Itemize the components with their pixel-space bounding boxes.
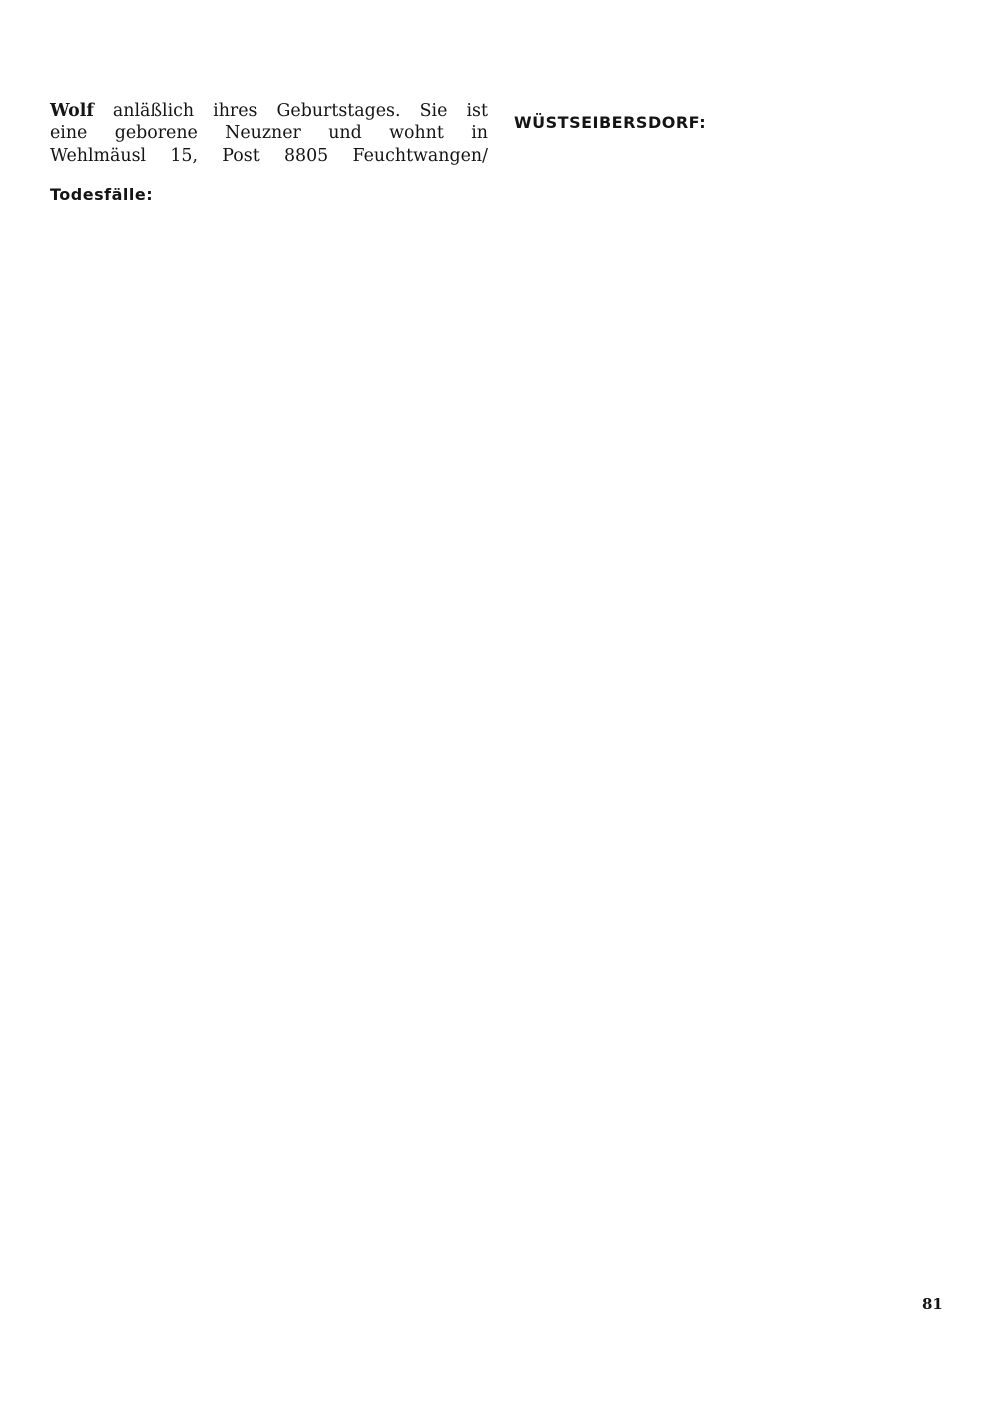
word: Sie [419,101,448,121]
word: und [328,123,362,144]
left-column [50,100,488,211]
word: Post [222,145,260,166]
birthday-paragraph [50,100,488,167]
text-line [50,122,488,144]
word: Geburtstages. [276,101,401,121]
word: geborene [114,123,198,144]
word: anläßlich [112,101,195,121]
text-line [50,145,488,167]
todesfaelle-heading: Todesfälle: [50,185,154,205]
word: ist [466,101,488,121]
word: 8805 [283,145,329,166]
wuestseibersdorf-heading: WÜSTSEIBERSDORF: [514,113,707,132]
text-line [50,100,488,122]
word: Wehlmäusl [50,145,147,166]
word: eine [50,123,88,144]
word: in [471,123,488,144]
word: Feuchtwangen/ [352,145,488,166]
word: ihres [213,101,258,121]
page-number: 81 [922,1295,943,1313]
word: wohnt [389,123,444,144]
word: Neuzner [225,123,301,144]
right-column [514,100,950,137]
word: 15, [170,145,199,166]
word: Wolf [50,101,94,121]
